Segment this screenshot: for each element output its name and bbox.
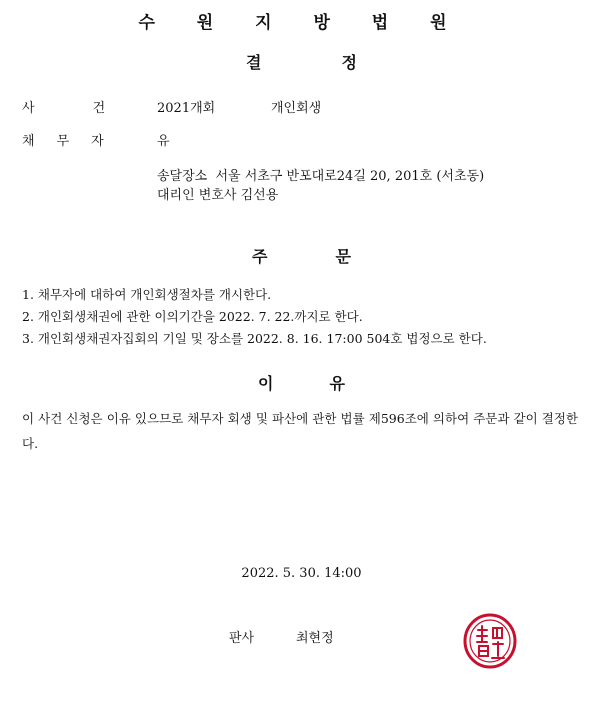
doc-type-char-2: 정 [341, 53, 357, 72]
order-item-2: 2. 개인회생채권에 관한 이의기간을 2022. 7. 22.까지로 한다. [22, 309, 363, 324]
reason-heading: 이 유 [258, 374, 345, 393]
judge-title: 판사 [229, 631, 255, 646]
reason-text: 이 사건 신청은 이유 있으므로 채무자 회생 및 파산에 관한 법률 제596조에 의하여 주문과 같이 결정한다. [22, 411, 578, 451]
debtor-name: 유 [157, 134, 170, 149]
order-item-3: 3. 개인회생채권자집회의 기일 및 장소를 2022. 8. 16. 17:00 504호 법정으로 한다. [22, 331, 487, 346]
service-address: 송달장소 서울 서초구 반포대로24길 20, 201호 (서초동) [157, 169, 485, 184]
case-label: 사 건 [22, 101, 106, 116]
doc-type-heading [0, 50, 603, 73]
judge-seal-icon [462, 612, 518, 670]
case-name: 개인회생 [271, 101, 322, 116]
order-heading: 주 문 [252, 247, 351, 266]
doc-type-char-1: 결 [246, 53, 262, 72]
order-item-1: 1. 채무자에 대하여 개인회생절차를 개시한다. [22, 287, 272, 302]
judge-name: 최현정 [296, 631, 334, 646]
debtor-agent: 대리인 변호사 김선용 [157, 188, 279, 203]
case-number: 2021개회 [157, 101, 216, 116]
decision-date: 2022. 5. 30. 14:00 [241, 566, 362, 581]
court-name: 수 원 지 방 법 원 [138, 13, 465, 33]
debtor-label: 채 무 자 [22, 134, 104, 149]
